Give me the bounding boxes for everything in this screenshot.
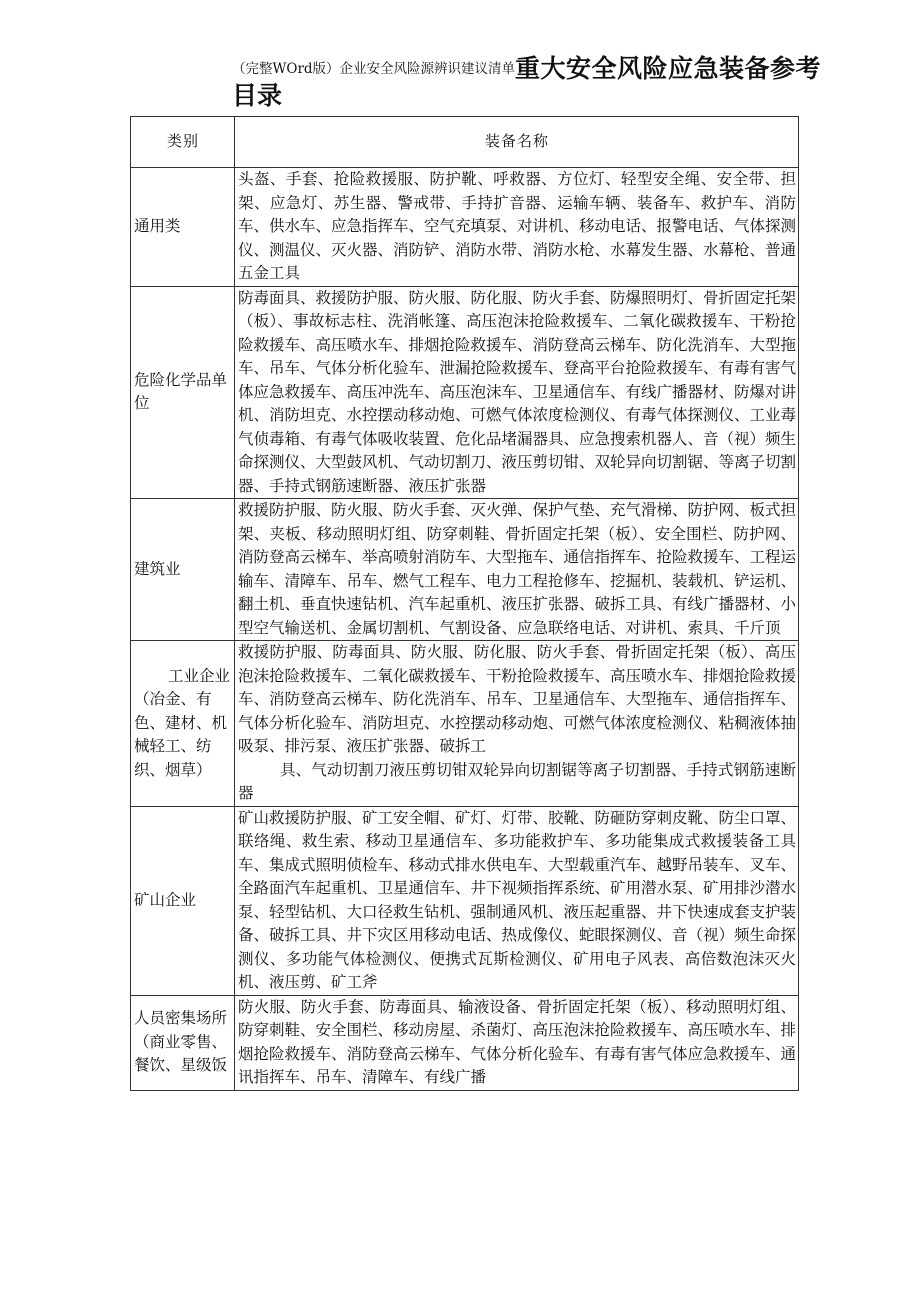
- document-source-prefix: （完整WOrd版）企业安全风险源辨识建议清单: [232, 61, 516, 77]
- document-header: [232, 56, 892, 111]
- equipment-cell: [235, 641, 799, 807]
- equipment-text-continued: 具、气动切割刀液压剪切钳双轮异向切割锯等离子切割器、手持式钢筋速断器: [238, 760, 796, 802]
- column-header-category: 类别: [131, 117, 235, 168]
- category-cell: 人员密集场所（商业零售、餐饮、星级饭: [131, 995, 235, 1090]
- equipment-cell: 防毒面具、救援防护服、防火服、防化服、防火手套、防爆照明灯、骨折固定托架（板）、事故标志柱、洗消帐篷、高压泡沫抢险救援车、二氧化碳救援车、干粉抢险救援车、高压喷水车、排烟抢险救援车、消防登高云梯车、防化洗消车、大型拖车、吊车、气体分析化验车、泄漏抢险救援车、登高平台抢险救援车、有毒有害气体应急救援车、高压冲洗车、高压泡沫车、卫星通信车、有线广播器材、防爆对讲机、消防坦克、水控摆动移动炮、可燃气体浓度检测仪、有毒气体探测仪、工业毒气侦毒箱、有毒气体吸收装置、危化品堵漏器具、应急搜索机器人、音（视）频生命探测仪、大型鼓风机、气动切割刀、液压剪切钳、双轮异向切割锯、等离子切割器、手持式钢筋速断器、液压扩张器: [235, 286, 799, 499]
- equipment-cell: 救援防护服、防火服、防火手套、灭火弹、保护气垫、充气滑梯、防护网、板式担架、夹板、移动照明灯组、防穿刺鞋、骨折固定托架（板）、安全围栏、防护网、消防登高云梯车、举高喷射消防车、大型拖车、通信指挥车、抢险救援车、工程运输车、清障车、吊车、燃气工程车、电力工程抢修车、挖掘机、装载机、铲运机、翻土机、垂直快速钻机、汽车起重机、液压扩张器、破拆工具、有线广播器材、小型空气输送机、金属切割机、气割设备、应急联络电话、对讲机、索具、千斤顶: [235, 499, 799, 641]
- table-row: [131, 286, 799, 499]
- category-cell: 通用类: [131, 168, 235, 287]
- category-cell: 矿山企业: [131, 806, 235, 995]
- column-header-equipment: 装备名称: [235, 117, 799, 168]
- header-line: [232, 56, 892, 81]
- table-row: [131, 641, 799, 807]
- category-cell: 建筑业: [131, 499, 235, 641]
- table-row: [131, 499, 799, 641]
- table-header-row: [131, 117, 799, 168]
- document-title-part2: 目录: [232, 81, 283, 110]
- table-row: [131, 168, 799, 287]
- equipment-text: 救援防护服、防毒面具、防火服、防化服、防火手套、骨折固定托架（板）、高压泡沫抢险救援车、二氧化碳救援车、干粉抢险救援车、高压喷水车、排烟抢险救援车、消防登高云梯车、防化洗消车、吊车、卫星通信车、大型拖车、通信指挥车、气体分析化验车、消防坦克、水控摆动移动炮、可燃气体浓度检测仪、粘稠液体抽吸泵、排污泵、液压扩张器、破拆工: [238, 643, 797, 755]
- table-row: [131, 995, 799, 1090]
- equipment-cell: 防火服、防火手套、防毒面具、输液设备、骨折固定托架（板）、移动照明灯组、防穿刺鞋、安全围栏、移动房屋、杀菌灯、高压泡沫抢险救援车、高压喷水车、排烟抢险救援车、消防登高云梯车、气体分析化验车、有毒有害气体应急救援车、通讯指挥车、吊车、清障车、有线广播: [235, 995, 799, 1090]
- document-title-part1: 重大安全风险应急装备参考: [515, 54, 822, 83]
- category-cell: 工业企业（冶金、有色、建材、机械轻工、纺织、烟草）: [131, 641, 235, 807]
- equipment-table: [130, 116, 799, 1091]
- equipment-cell: 头盔、手套、抢险救援服、防护靴、呼救器、方位灯、轻型安全绳、安全带、担架、应急灯、苏生器、警戒带、手持扩音器、运输车辆、装备车、救护车、消防车、供水车、应急指挥车、空气充填泵、对讲机、移动电话、报警电话、气体探测仪、测温仪、灭火器、消防铲、消防水带、消防水枪、水幕发生器、水幕枪、普通五金工具: [235, 168, 799, 287]
- table-row: [131, 806, 799, 995]
- equipment-cell: 矿山救援防护服、矿工安全帽、矿灯、灯带、胶靴、防砸防穿刺皮靴、防尘口罩、联络绳、救生索、移动卫星通信车、多功能救护车、多功能集成式救援装备工具车、集成式照明侦检车、移动式排水供电车、大型载重汽车、越野吊装车、叉车、全路面汽车起重机、卫星通信车、井下视频指挥系统、矿用潜水泵、矿用排沙潜水泵、轻型钻机、大口径救生钻机、强制通风机、液压起重器、井下快速成套支护装备、破拆工具、井下灾区用移动电话、热成像仪、蛇眼探测仪、音（视）频生命探测仪、多功能气体检测仪、便携式瓦斯检测仪、矿用电子风表、高倍数泡沫灭火机、液压剪、矿工斧: [235, 806, 799, 995]
- category-cell: 危险化学品单位: [131, 286, 235, 499]
